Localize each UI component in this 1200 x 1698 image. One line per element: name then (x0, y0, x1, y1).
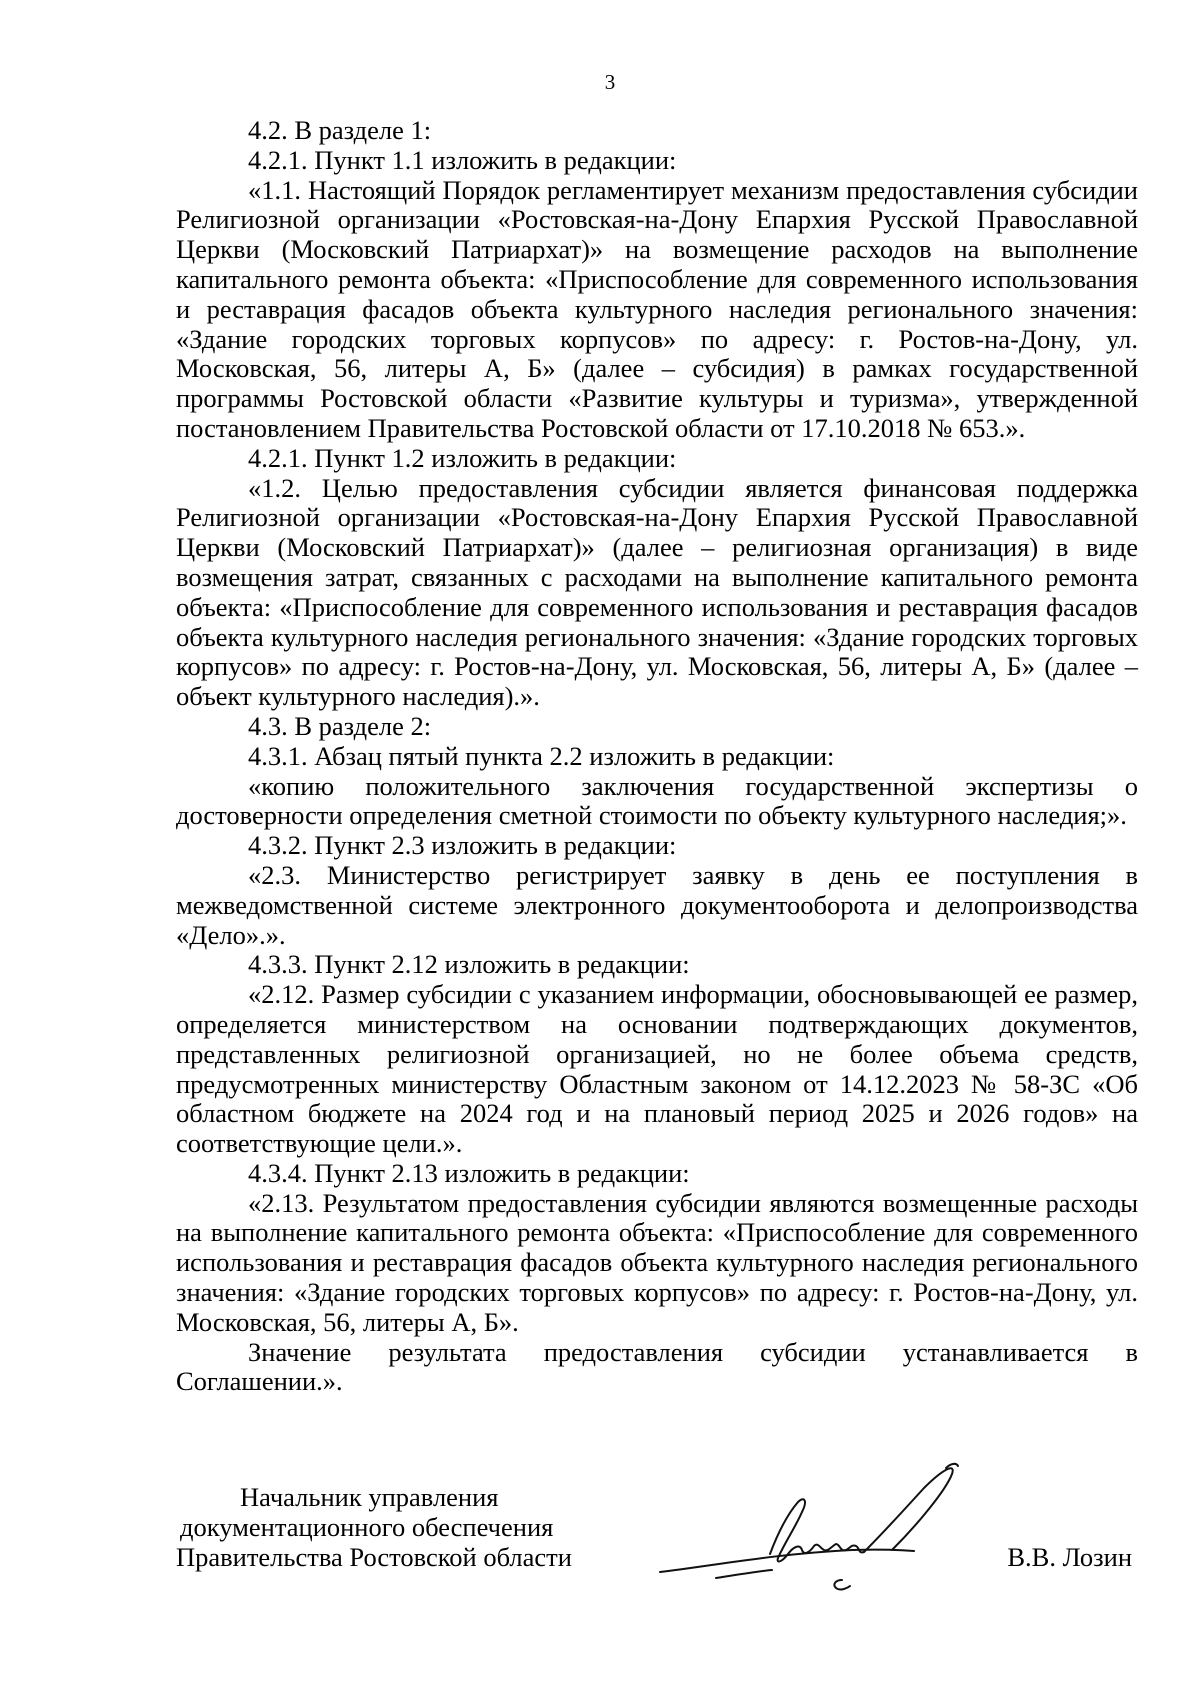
paragraph: «копию положительного заключения государственной экспертизы о достоверности определения сметной стоимости по объекту культурного наследия;». (176, 770, 1138, 831)
page-number: 3 (604, 70, 616, 94)
signatory-title-line: Начальник управления (240, 1482, 499, 1512)
paragraph: 4.2.1. Пункт 1.1 изложить в редакции: (248, 144, 677, 175)
paragraph: 4.3.3. Пункт 2.12 изложить в редакции: (248, 949, 690, 980)
paragraph: 4.3.1. Абзац пятый пункта 2.2 изложить в редакции: (248, 740, 835, 771)
paragraph: 4.3.4. Пункт 2.13 изложить в редакции: (248, 1157, 690, 1188)
signatory-name: В.В. Лозин (1007, 1542, 1132, 1572)
paragraph: «1.1. Настоящий Порядок регламентирует механизм предоставления субсидии Религиозной организации «Ростовская-на-Дону Епархия Русской Православной Церкви (Московский Патриархат)» на возмещение расходов на выполнение капитального ремонта объекта: «Приспособление для современного использования и реставрация фасадов объекта культурного наследия регионального значения: «Здание городских торговых корпусов» по адресу: г. Ростов-на-Дону, ул. Московская, 56, литеры А, Б» (далее – субсидия) в рамках государственной программы Ростовской области «Развитие культуры и туризма», утвержденной постановлением Правительства Ростовской области от 17.10.2018 № 653.». (176, 174, 1138, 443)
paragraph: 4.2.1. Пункт 1.2 изложить в редакции: (248, 442, 677, 473)
signatory-title (176, 1482, 606, 1572)
paragraph: Значение результата предоставления субсидии устанавливается в Соглашении.». (176, 1336, 1138, 1397)
paragraph: 4.3.2. Пункт 2.3 изложить в редакции: (248, 830, 677, 861)
paragraph: «2.3. Министерство регистрирует заявку в день ее поступления в межведомственной системе электронного документооборота и делопроизводства «Дело».». (176, 859, 1138, 950)
document-body (176, 116, 1138, 1397)
paragraph: 4.2. В разделе 1: (248, 115, 432, 145)
handwritten-signature (652, 1454, 992, 1604)
signatory-title-line: Правительства Ростовской области (176, 1542, 572, 1572)
paragraph: «1.2. Целью предоставления субсидии является финансовая поддержка Религиозной организации «Ростовская-на-Дону Епархия Русской Православной Церкви (Московский Патриархат)» (далее – религиозная организация) в виде возмещения затрат, связанных с расходами на выполнение капитального ремонта объекта: «Приспособление для современного использования и реставрация фасадов объекта культурного наследия регионального значения: «Здание городских торговых корпусов» по адресу: г. Ростов-на-Дону, ул. Московская, 56, литеры А, Б» (далее – объект культурного наследия).». (176, 472, 1138, 712)
paragraph: «2.13. Результатом предоставления субсидии являются возмещенные расходы на выполнение капитального ремонта объекта: «Приспособление для современного использования и реставрация фасадов объекта культурного наследия регионального значения: «Здание городских торговых корпусов» по адресу: г. Ростов-на-Дону, ул. Московская, 56, литеры А, Б». (176, 1187, 1138, 1337)
signatory-title-line: документационного обеспечения (180, 1512, 554, 1542)
paragraph: «2.12. Размер субсидии с указанием информации, обосновывающей ее размер, определяется министерством на основании подтверждающих документов, представленных религиозной организацией, но не более объема средств, предусмотренных министерству Областным законом от 14.12.2023 № 58-ЗС «Об областном бюджете на 2024 год и на плановый период 2025 и 2026 годов» на соответствующие цели.». (176, 979, 1138, 1159)
signature-block (176, 1482, 1138, 1632)
paragraph: 4.3. В разделе 2: (248, 710, 432, 741)
